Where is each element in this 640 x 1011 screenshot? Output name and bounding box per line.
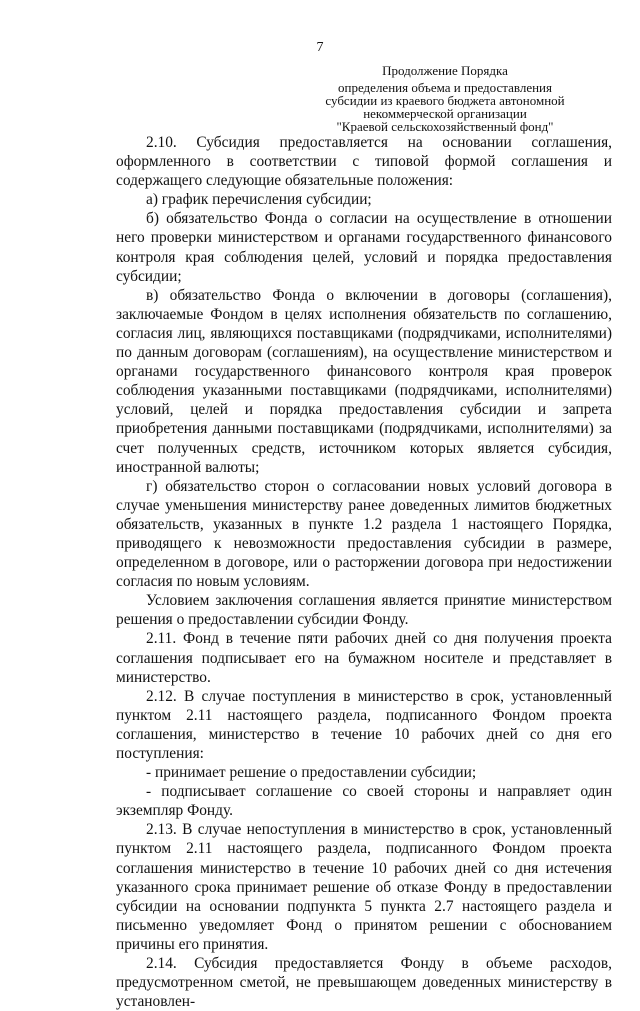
paragraph: Условием заключения соглашения является принятие министерством решения о предоставлении субсидии Фонду.	[116, 592, 612, 629]
paragraph: 2.14. Субсидия предоставляется Фонду в объеме расходов, предусмотренном сметой, не превышающем доведенных министерству в установлен-	[116, 955, 612, 1011]
header-line: субсидии из краевого бюджета автономной	[325, 93, 565, 108]
document-body	[116, 133, 612, 1011]
paragraph: 2.11. Фонд в течение пяти рабочих дней со дня получения проекта соглашения подписывает его на бумажном носителе и представляет в министерство.	[116, 630, 612, 686]
paragraph: 2.13. В случае непоступления в министерство в срок, установленный пунктом 2.11 настоящего раздела, подписанного Фондом проекта соглашения министерство в течение 10 рабочих дней со дня истечения указанного срока принимает решение об отказе Фонду в предоставлении субсидии на основании подпункта 5 пункта 2.7 настоящего раздела и письменно уведомляет Фонд о принятом решении с обоснованием причины его принятия.	[116, 821, 612, 953]
paragraph: 2.12. В случае поступления в министерство в срок, установленный пунктом 2.11 настоящего раздела, подписанного Фондом проекта соглашения, министерство в течение 10 рабочих дней со дня его поступления:	[116, 687, 612, 762]
paragraph: - подписывает соглашение со своей стороны и направляет один экземпляр Фонду.	[116, 783, 612, 820]
paragraph: - принимает решение о предоставлении субсидии;	[146, 764, 477, 782]
header-line: "Краевой сельскохозяйственный фонд"	[336, 119, 554, 134]
header-line: определения объема и предоставления	[338, 80, 552, 95]
page-number: 7	[316, 40, 324, 55]
header-line: Продолжение Порядка	[382, 63, 508, 78]
paragraph: б) обязательство Фонда о согласии на осуществление в отношении него проверки министерством и органами государственного финансового контроля края соблюдения целей, условий и порядка предоставления субсидии;	[116, 210, 612, 285]
paragraph: в) обязательство Фонда о включении в договоры (соглашения), заключаемые Фондом в целях исполнения обязательств по соглашению, согласия лиц, являющихся поставщиками (подрядчиками, исполнителями) по данным договорам (соглашениям), на осуществление министерством и органами государственного финансового контроля края проверок соблюдения указанными поставщиками (подрядчиками, исполнителями) условий, целей и порядка предоставления субсидии и запрета приобретения данными поставщиками (подрядчиками, исполнителями) за счет полученных средств, источником которых является субсидия, иностранной валюты;	[116, 286, 612, 476]
document-header	[300, 64, 590, 133]
paragraph: а) график перечисления субсидии;	[146, 191, 372, 209]
paragraph: 2.10. Субсидия предоставляется на основании соглашения, оформленного в соответствии с типовой формой соглашения и содержащего следующие обязательные положения:	[116, 134, 612, 190]
paragraph: г) обязательство сторон о согласовании новых условий договора в случае уменьшения министерству ранее доведенных лимитов бюджетных обязательств, указанных в пункте 1.2 раздела 1 настоящего Порядка, приводящего к невозможности предоставления субсидии в размере, определенном в договоре, или о расторжении договора при недостижении согласия по новым условиям.	[116, 477, 612, 591]
header-line: некоммерческой организации	[363, 106, 527, 121]
